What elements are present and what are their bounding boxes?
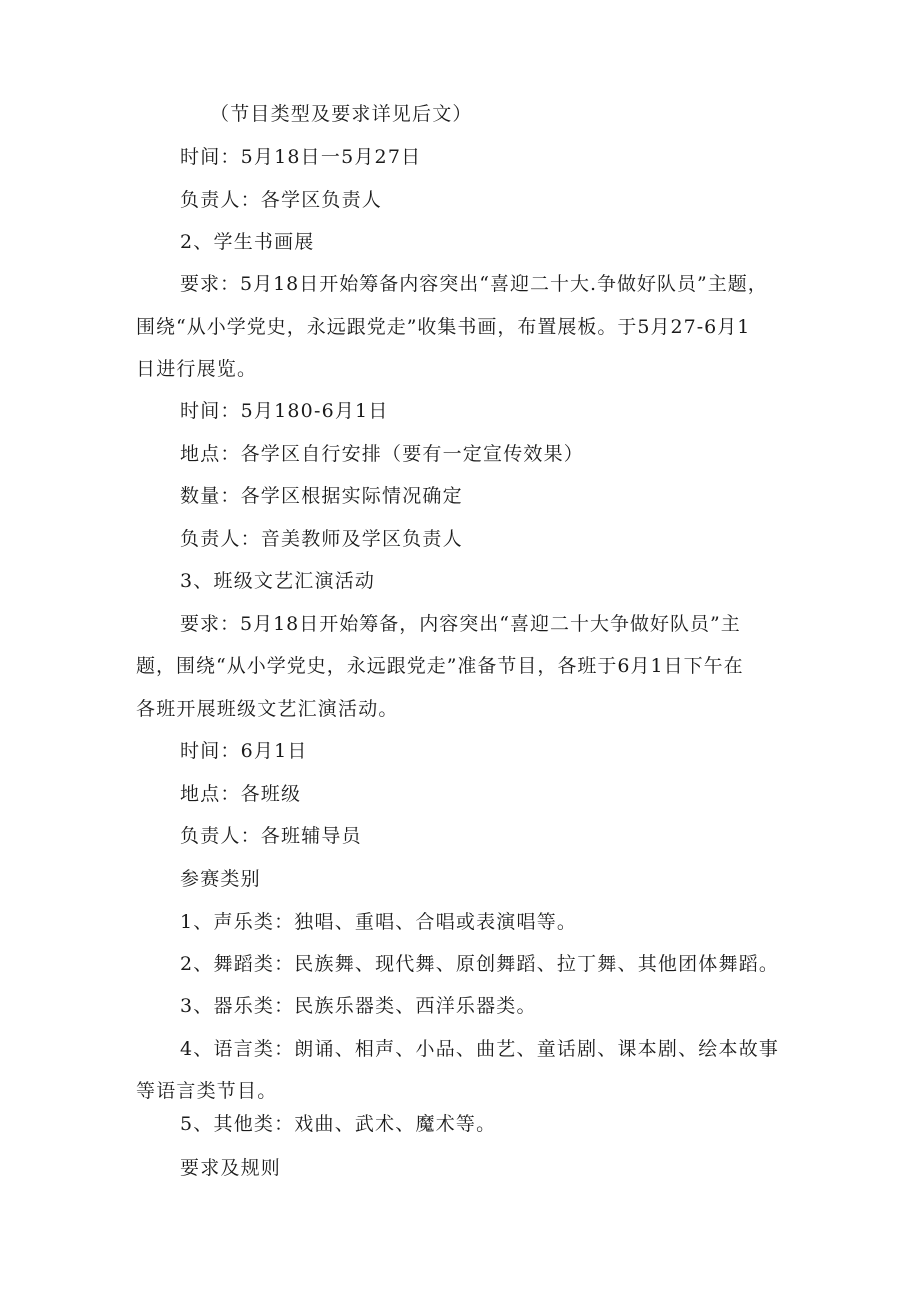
- requirement-paragraph: 要求：5月18日开始筹备内容突出“喜迎二十大.争做好队员”主题，: [180, 273, 768, 295]
- category-heading: 参赛类别: [180, 868, 261, 890]
- rules-heading: 要求及规则: [180, 1157, 282, 1179]
- section-heading-2: 2、学生书画展: [180, 231, 315, 253]
- requirement-paragraph: 要求：5月18日开始筹备，内容突出“喜迎二十大争做好队员”主: [180, 613, 741, 635]
- category-item: 等语言类节目。: [136, 1080, 278, 1102]
- time-line: 时间：5月180-6月1日: [180, 400, 389, 422]
- category-item: 3、器乐类：民族乐器类、西洋乐器类。: [180, 995, 537, 1017]
- category-item: 1、声乐类：独唱、重唱、合唱或表演唱等。: [180, 911, 578, 933]
- location-line: 地点：各班级: [180, 783, 302, 805]
- responsible-line: 负责人：音美教师及学区负责人: [180, 528, 463, 550]
- category-item: 2、舞蹈类：民族舞、现代舞、原创舞蹈、拉丁舞、其他团体舞蹈。: [180, 953, 780, 975]
- category-item: 4、语言类：朗诵、相声、小品、曲艺、童话剧、课本剧、绘本故事: [180, 1038, 780, 1060]
- program-note: （节目类型及要求详见后文）: [210, 103, 473, 125]
- requirement-paragraph: 题，围绕“从小学党史，永远跟党走”准备节目，各班于6月1日下午在: [136, 655, 744, 677]
- location-line: 地点：各学区自行安排（要有一定宣传效果）: [180, 443, 585, 465]
- requirement-paragraph: 各班开展班级文艺汇演活动。: [136, 698, 399, 720]
- responsible-line: 负责人：各学区负责人: [180, 189, 383, 211]
- requirement-paragraph: 日进行展览。: [136, 358, 258, 380]
- category-item: 5、其他类：戏曲、武术、魔术等。: [180, 1113, 497, 1135]
- responsible-line: 负责人：各班辅导员: [180, 825, 362, 847]
- time-line: 时间：5月18日一5月27日: [180, 146, 422, 168]
- section-heading-3: 3、班级文艺汇演活动: [180, 570, 376, 592]
- time-line: 时间：6月1日: [180, 740, 308, 762]
- quantity-line: 数量：各学区根据实际情况确定: [180, 485, 463, 507]
- requirement-paragraph: 围绕“从小学党史，永远跟党走”收集书画，布置展板。于5月27-6月1: [136, 316, 751, 338]
